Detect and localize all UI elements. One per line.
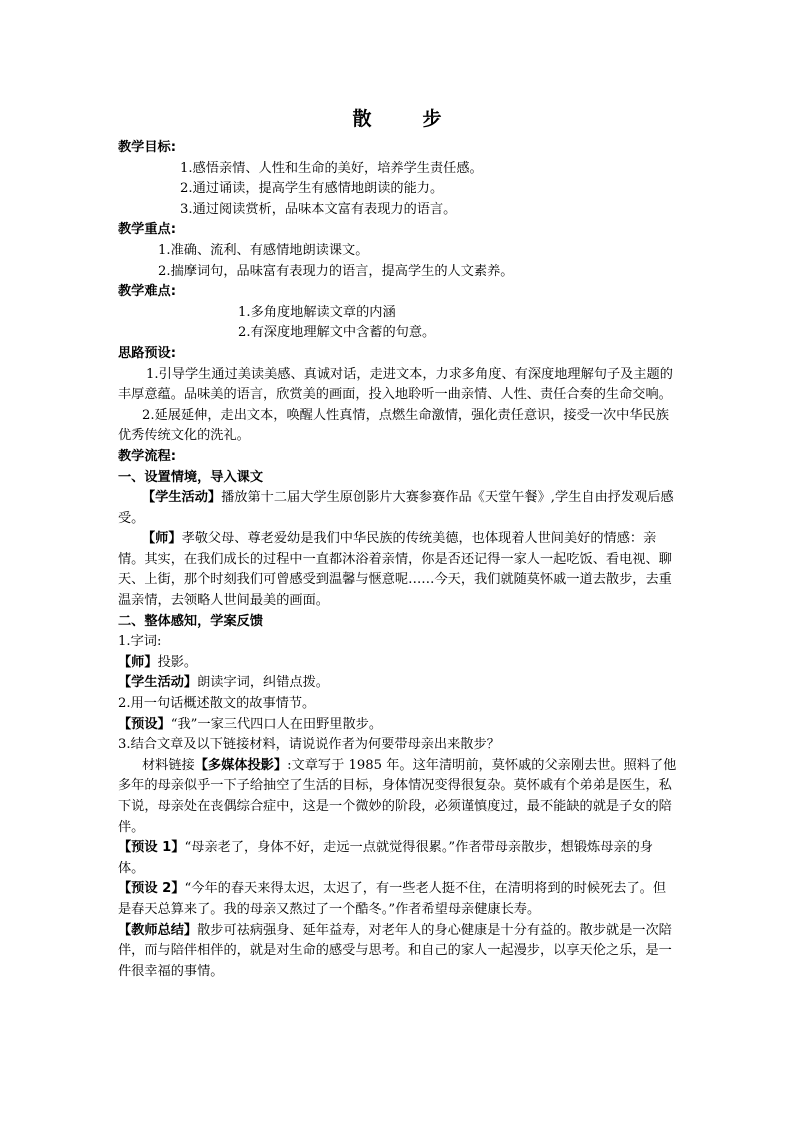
section1-teacher: [118, 529, 678, 611]
q2-preset-text: “我”一家三代四口人在田野里散步。: [170, 716, 383, 732]
section1-heading: 一、设置情境，导入课文: [118, 469, 264, 485]
section1-student-activity: [118, 488, 678, 529]
page-title: 散 步: [352, 108, 458, 130]
question-3: 3.结合文章及以下链接材料，请说说作者为何要带母亲出来散步？: [118, 737, 500, 753]
preset-2-tag: 【预设 2】: [118, 881, 185, 897]
goals-heading: 教学目标:: [118, 140, 177, 155]
ideas-paragraph-1: 1.引导学生通过美读美感、真诚对话，走进文本，力求多角度、有深度地理解句子及主题的丰厚意蕴。品味美的语言，欣赏美的画面，投入地聆听一曲亲情、人性、责任合奏的生命交响。: [118, 366, 673, 403]
q1-teacher-text: 投影。: [157, 654, 198, 670]
question-1-teacher: [118, 653, 678, 674]
q1-student-tag: 【学生活动】: [118, 675, 198, 691]
process-heading: 教学流程:: [118, 448, 177, 464]
material-link: [118, 756, 678, 838]
summary-text: 散步可祛病强身、延年益寿，对老年人的身心健康是十分有益的。散步就是一次陪伴，而与陪伴相伴的，就是对生命的感受与思考。和自己的家人一起漫步，以享天伦之乐，是一件很幸福的事情。: [118, 922, 672, 979]
question-2-preset: [118, 715, 678, 736]
goal-item-1: 1.感悟亲情、人性和生命的美好，培养学生责任感。: [180, 160, 483, 176]
goal-item-3: 3.通过阅读赏析，品味本文富有表现力的语言。: [180, 201, 457, 217]
preset-1-tag: 【预设 1】: [118, 840, 185, 856]
teacher-text: 孝敬父母、尊老爱幼是我们中华民族的传统美德，也体现着人世间美好的情感：亲情。其实，在我们成长的过程中一直都沐浴着亲情，你是否还记得一家人一起吃饭、看电视、聊天、上街，那个时刻我们可曾感受到温馨与惬意呢……今天，我们就随莫怀戚一道去散步，去重温亲情，去领略人世间最美的画面。: [118, 531, 672, 609]
student-activity-tag: 【学生活动】: [142, 490, 222, 506]
material-prefix: 材料链接: [142, 757, 195, 773]
question-1: 1.字词:: [118, 634, 162, 650]
difficulty-item-1: 1.多角度地解读文章的内涵: [238, 304, 396, 320]
lesson-content: [118, 138, 678, 982]
q2-preset-tag: 【预设】: [118, 716, 171, 732]
material-text: :文章写于 1985 年。这年清明前，莫怀戚的父亲刚去世。照料了他多年的母亲似乎一下子给抽空了生活的目标，身体情况变得很复杂。莫怀戚有个弟弟是医生，私下说，母亲处在丧偶综合症中，这是一个微妙的阶段，必须谨慎度过，最不能缺的就是子女的陪伴。: [118, 757, 677, 835]
key-point-item-2: 2.揣摩词句，品味富有表现力的语言，提高学生的人文素养。: [158, 263, 514, 279]
key-point-item-1: 1.准确、流利、有感情地朗读课文。: [158, 242, 369, 258]
student-activity-text: 播放第十二届大学生原创影片大赛参赛作品《天堂午餐》,学生自由抒发观后感受。: [118, 490, 674, 526]
teacher-summary: [118, 921, 678, 983]
difficulty-item-2: 2.有深度地理解文中含蓄的句意。: [238, 325, 436, 341]
section2-heading: 二、整体感知，学案反馈: [118, 613, 264, 629]
ideas-heading: 思路预设:: [118, 345, 177, 361]
preset-1: [118, 838, 678, 879]
summary-tag: 【教师总结】: [118, 922, 198, 938]
preset-2-text: “今年的春天来得太迟，太迟了，有一些老人挺不住，在清明将到的时候死去了。但是春天总算来了。我的母亲又熬过了一个酷冬。”作者希望母亲健康长寿。: [118, 881, 667, 917]
key-points-heading: 教学重点:: [118, 222, 177, 238]
ideas-paragraph-2: 2.延展延伸，走出文本，唤醒人性真情，点燃生命激情，强化责任意识，接受一次中华民族优秀传统文化的洗礼。: [118, 407, 669, 444]
q1-student-text: 朗读字词，纠错点拨。: [197, 675, 329, 691]
preset-2: [118, 879, 678, 920]
question-1-student: [118, 673, 678, 694]
q1-teacher-tag: 【师】: [118, 654, 158, 670]
difficulties-heading: 教学难点:: [118, 284, 177, 300]
material-tag: 【多媒体投影】: [194, 757, 288, 773]
question-2: 2.用一句话概述散文的故事情节。: [118, 696, 316, 712]
teacher-tag: 【师】: [142, 531, 182, 547]
preset-1-text: “母亲老了，身体不好，走远一点就觉得很累。”作者带母亲散步，想锻炼母亲的身体。: [118, 840, 653, 876]
goal-item-2: 2.通过诵读，提高学生有感情地朗读的能力。: [180, 181, 444, 197]
